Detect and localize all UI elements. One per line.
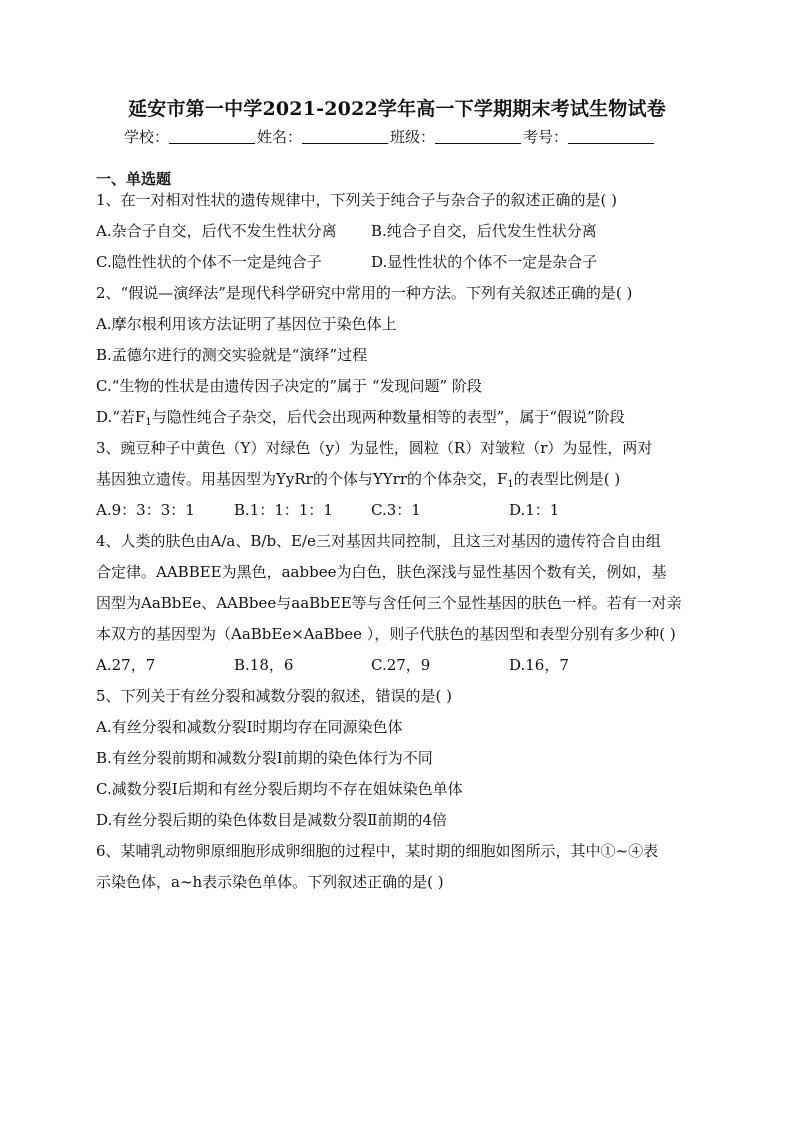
class-blank[interactable] — [435, 127, 521, 144]
class-label: 班级： — [390, 128, 436, 146]
q5-option-d[interactable]: D.有丝分裂后期的染色体数目是减数分裂Ⅱ前期的4倍 — [96, 811, 448, 829]
q5-option-a[interactable]: A.有丝分裂和减数分裂Ⅰ时期均存在同源染色体 — [96, 718, 403, 736]
q2-option-d-subscript: 1 — [145, 417, 152, 428]
q4-option-b[interactable]: B.18，6 — [234, 656, 294, 674]
number-label: 考号： — [523, 128, 569, 146]
q3-stem-subscript: 1 — [507, 479, 514, 490]
q2-option-b[interactable]: B.孟德尔进行的测交实验就是“演绎”过程 — [96, 346, 368, 364]
q3-stem-line-2 — [96, 469, 620, 495]
q3-option-b[interactable]: B.1：1：1：1 — [234, 501, 333, 519]
q5-option-c[interactable]: C.减数分裂Ⅰ后期和有丝分裂后期均不存在姐妹染色单体 — [96, 780, 463, 798]
q5-option-b[interactable]: B.有丝分裂前期和减数分裂Ⅰ前期的染色体行为不同 — [96, 749, 433, 767]
q1-option-a[interactable]: A.杂合子自交，后代不发生性状分离 — [96, 222, 337, 240]
number-blank[interactable] — [568, 127, 654, 144]
q6-stem-line-2: 示染色体，a~h表示染色单体。下列叙述正确的是( ) — [96, 873, 444, 891]
q2-option-d-text-1: D.“若F — [96, 408, 146, 426]
q2-option-d-text-2: 与隐性纯合子杂交，后代会出现两种数量相等的表型”，属于“假说”阶段 — [151, 408, 625, 426]
q4-stem-line-2: 合定律。AABBEE为黑色，aabbee为白色，肤色深浅与显性基因个数有关，例如，基 — [96, 563, 667, 581]
school-label: 学校： — [124, 128, 170, 146]
name-blank[interactable] — [302, 127, 388, 144]
q2-stem: 2、“假说—演绎法”是现代科学研究中常用的一种方法。下列有关叙述正确的是( ) — [96, 284, 633, 302]
q3-option-a[interactable]: A.9：3：3：1 — [96, 501, 195, 519]
q6-stem-line-1: 6、某哺乳动物卵原细胞形成卵细胞的过程中，某时期的细胞如图所示，其中①~④表 — [96, 842, 659, 860]
q4-option-c[interactable]: C.27，9 — [371, 656, 431, 674]
name-label: 姓名： — [257, 128, 303, 146]
q4-stem-line-4: 本双方的基因型为（AaBbEe×AaBbee ），则子代肤色的基因型和表型分别有多少种( ) — [96, 625, 676, 643]
q4-option-a[interactable]: A.27，7 — [96, 656, 156, 674]
q4-stem-line-1: 4、人类的肤色由A/a、B/b、E/e三对基因共同控制，且这三对基因的遗传符合自由组 — [96, 532, 661, 550]
q3-option-c[interactable]: C.3：1 — [371, 501, 421, 519]
q2-option-c[interactable]: C.“生物的性状是由遗传因子决定的”属于 “发现问题” 阶段 — [96, 377, 482, 395]
q1-option-d[interactable]: D.显性性状的个体不一定是杂合子 — [371, 253, 598, 271]
q5-stem: 5、下列关于有丝分裂和减数分裂的叙述，错误的是( ) — [96, 687, 453, 705]
page-title: 延安市第一中学2021-2022学年高一下学期期末考试生物试卷 — [128, 98, 666, 120]
q1-option-b[interactable]: B.纯合子自交，后代发生性状分离 — [371, 222, 597, 240]
q3-stem-text-2: 的表型比例是( ) — [513, 470, 621, 488]
q1-option-c[interactable]: C.隐性性状的个体不一定是纯合子 — [96, 253, 322, 271]
school-blank[interactable] — [169, 127, 255, 144]
q3-stem-text-1: 基因独立遗传。用基因型为YyRr的个体与YYrr的个体杂交，F — [96, 470, 508, 488]
q4-stem-line-3: 因型为AaBbEe、AABbee与aaBbEE等与含任何三个显性基因的肤色一样。若有一对亲 — [96, 594, 682, 612]
q1-stem: 1、在一对相对性状的遗传规律中，下列关于纯合子与杂合子的叙述正确的是( ) — [96, 191, 618, 209]
student-info-row — [124, 126, 684, 148]
q3-stem-line-1: 3、豌豆种子中黄色（Y）对绿色（y）为显性，圆粒（R）对皱粒（r）为显性，两对 — [96, 439, 653, 457]
q2-option-d[interactable] — [96, 407, 625, 433]
q3-option-d[interactable]: D.1：1 — [509, 501, 560, 519]
q4-option-d[interactable]: D.16，7 — [509, 656, 569, 674]
q2-option-a[interactable]: A.摩尔根利用该方法证明了基因位于染色体上 — [96, 315, 397, 333]
section-title: 一、单选题 — [96, 170, 172, 188]
